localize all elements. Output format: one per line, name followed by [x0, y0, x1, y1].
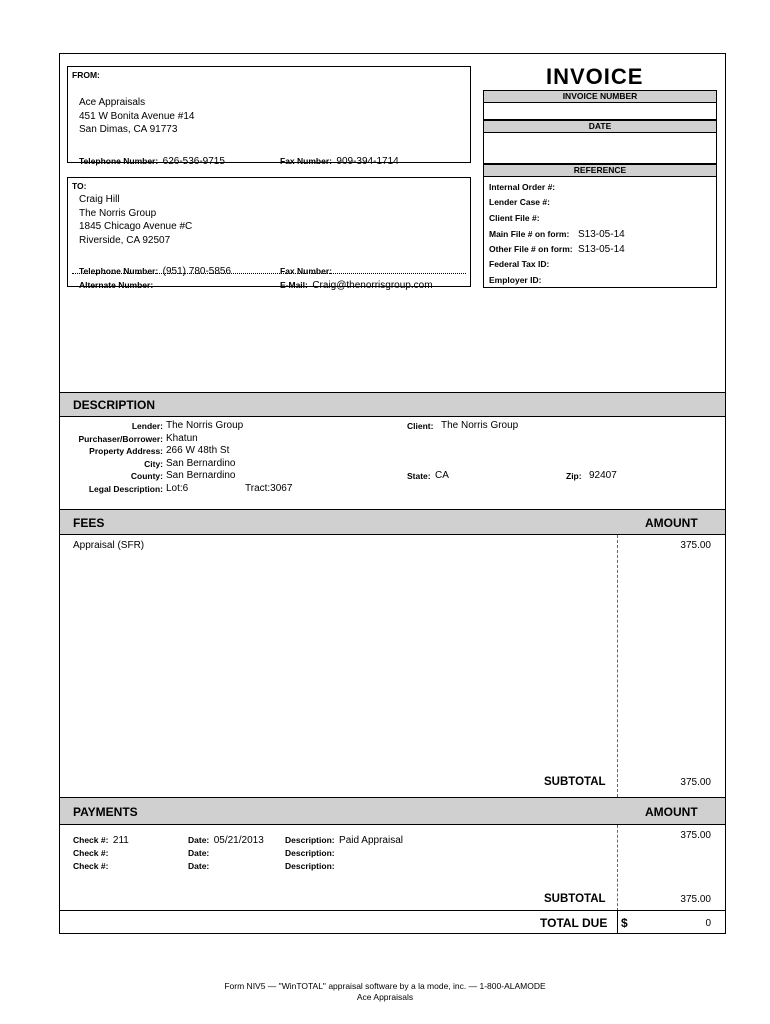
total-divider: [60, 910, 725, 911]
description-label: Description:: [285, 848, 335, 858]
currency-symbol: $: [621, 916, 628, 930]
to-telephone-value: (951) 780-5856: [162, 266, 232, 277]
client-value: The Norris Group: [441, 420, 519, 431]
payment-amount: 375.00: [680, 830, 711, 841]
lender-case-label: Lender Case #:: [489, 197, 550, 207]
description-header: DESCRIPTION: [73, 398, 156, 412]
from-label: FROM:: [72, 70, 100, 80]
county-label: County:: [130, 471, 163, 481]
property-address-label: Property Address:: [89, 446, 163, 456]
to-city: Riverside, CA 92507: [79, 234, 171, 246]
description-label: Description:: [285, 835, 335, 845]
from-fax-label: Fax Number:: [280, 156, 332, 166]
purchaser-value: Khatun: [166, 433, 198, 444]
fees-header: FEES: [73, 516, 105, 530]
check-label: Check #:: [73, 848, 109, 858]
legal-lot-value: Lot:6: [166, 483, 189, 494]
fees-amount-header: AMOUNT: [645, 516, 698, 530]
federal-tax-label: Federal Tax ID:: [489, 259, 550, 269]
from-telephone: [79, 151, 225, 169]
payment-date: [188, 856, 209, 874]
to-telephone-label: Telephone Number:: [79, 266, 159, 276]
footer-company-line: Ace Appraisals: [356, 992, 414, 1002]
other-file-label: Other File # on form:: [489, 244, 573, 254]
to-fax-label: Fax Number:: [280, 266, 332, 276]
main-file-label: Main File # on form:: [489, 229, 570, 239]
check-label: Check #:: [73, 861, 109, 871]
to-email-label: E-Mail:: [280, 280, 308, 290]
to-label: TO:: [72, 181, 87, 191]
to-address: [79, 193, 192, 247]
city-value: San Bernardino: [166, 458, 236, 469]
payments-subtotal-label: SUBTOTAL: [544, 893, 606, 905]
zip-value: 92407: [589, 470, 617, 481]
footer: [0, 981, 770, 1003]
to-company: The Norris Group: [79, 207, 157, 219]
total-due-value: 0: [705, 918, 711, 929]
legal-tract-value: Tract:3067: [245, 483, 293, 494]
to-name: Craig Hill: [79, 194, 120, 205]
property-address-value: 266 W 48th St: [166, 445, 230, 456]
lender-value: The Norris Group: [166, 420, 244, 431]
payments-header: PAYMENTS: [73, 805, 138, 819]
total-due-column-divider: [617, 911, 618, 933]
fees-subtotal-value: 375.00: [680, 777, 711, 788]
invoice-title: INVOICE: [546, 64, 644, 89]
payments-header-bar: [60, 797, 725, 825]
payments-amount-header: AMOUNT: [645, 805, 698, 819]
employer-id-label: Employer ID:: [489, 275, 542, 285]
fee-item-amount: 375.00: [680, 540, 711, 551]
footer-form-line: Form NIV5 — "WinTOTAL" appraisal software by a la mode, inc. — 1-800-ALAMODE: [224, 981, 546, 991]
description-header-bar: [60, 392, 725, 417]
lender-label: Lender:: [131, 421, 163, 431]
fee-item-description: Appraisal (SFR): [73, 540, 145, 551]
date-label: Date:: [188, 861, 210, 871]
check-value: 211: [112, 835, 129, 846]
to-street: 1845 Chicago Avenue #C: [79, 221, 193, 232]
date-label: Date:: [188, 848, 210, 858]
to-email-value: Craig@thenorrisgroup.com: [312, 280, 433, 291]
from-street: 451 W Bonita Avenue #14: [79, 110, 195, 122]
from-telephone-value: 626-536-9715: [162, 156, 225, 167]
to-divider: [72, 273, 466, 274]
county-value: San Bernardino: [166, 470, 236, 481]
city-label: City:: [144, 459, 163, 469]
zip-label: Zip:: [566, 471, 582, 481]
legal-description-label: Legal Description:: [88, 484, 163, 494]
client-file-label: Client File #:: [489, 213, 540, 223]
date-label: DATE: [484, 121, 716, 133]
client-label: Client:: [407, 421, 434, 431]
to-alternate: [79, 275, 153, 293]
description-label: Description:: [285, 861, 335, 871]
payments-subtotal-value: 375.00: [680, 894, 711, 905]
fees-subtotal-label: SUBTOTAL: [544, 776, 606, 788]
internal-order-label: Internal Order #:: [489, 182, 556, 192]
total-due-label: TOTAL DUE: [540, 916, 608, 930]
date-label: Date:: [188, 835, 210, 845]
fees-column-divider: [617, 535, 618, 797]
other-file-value: S13-05-14: [578, 244, 625, 255]
reference-label: REFERENCE: [484, 165, 716, 177]
purchaser-label: Purchaser/Borrower:: [78, 434, 163, 444]
from-name: Ace Appraisals: [79, 97, 146, 108]
state-label: State:: [407, 471, 431, 481]
from-fax-value: 909-394-1714: [336, 156, 399, 167]
date-value: 05/21/2013: [213, 835, 264, 846]
from-address: [79, 96, 194, 137]
fees-header-bar: [60, 509, 725, 535]
payment-description: [285, 856, 335, 874]
state-value: CA: [435, 470, 449, 481]
from-city: San Dimas, CA 91773: [79, 124, 178, 135]
to-alternate-label: Alternate Number:: [79, 280, 154, 290]
check-label: Check #:: [73, 835, 109, 845]
to-email: [280, 275, 433, 293]
description-value: Paid Appraisal: [339, 835, 403, 846]
payments-column-divider: [617, 825, 618, 911]
from-fax: [280, 151, 399, 169]
invoice-number-label: INVOICE NUMBER: [484, 91, 716, 103]
main-file-value: S13-05-14: [578, 229, 625, 240]
from-telephone-label: Telephone Number:: [79, 156, 159, 166]
payment-row: [73, 856, 108, 874]
